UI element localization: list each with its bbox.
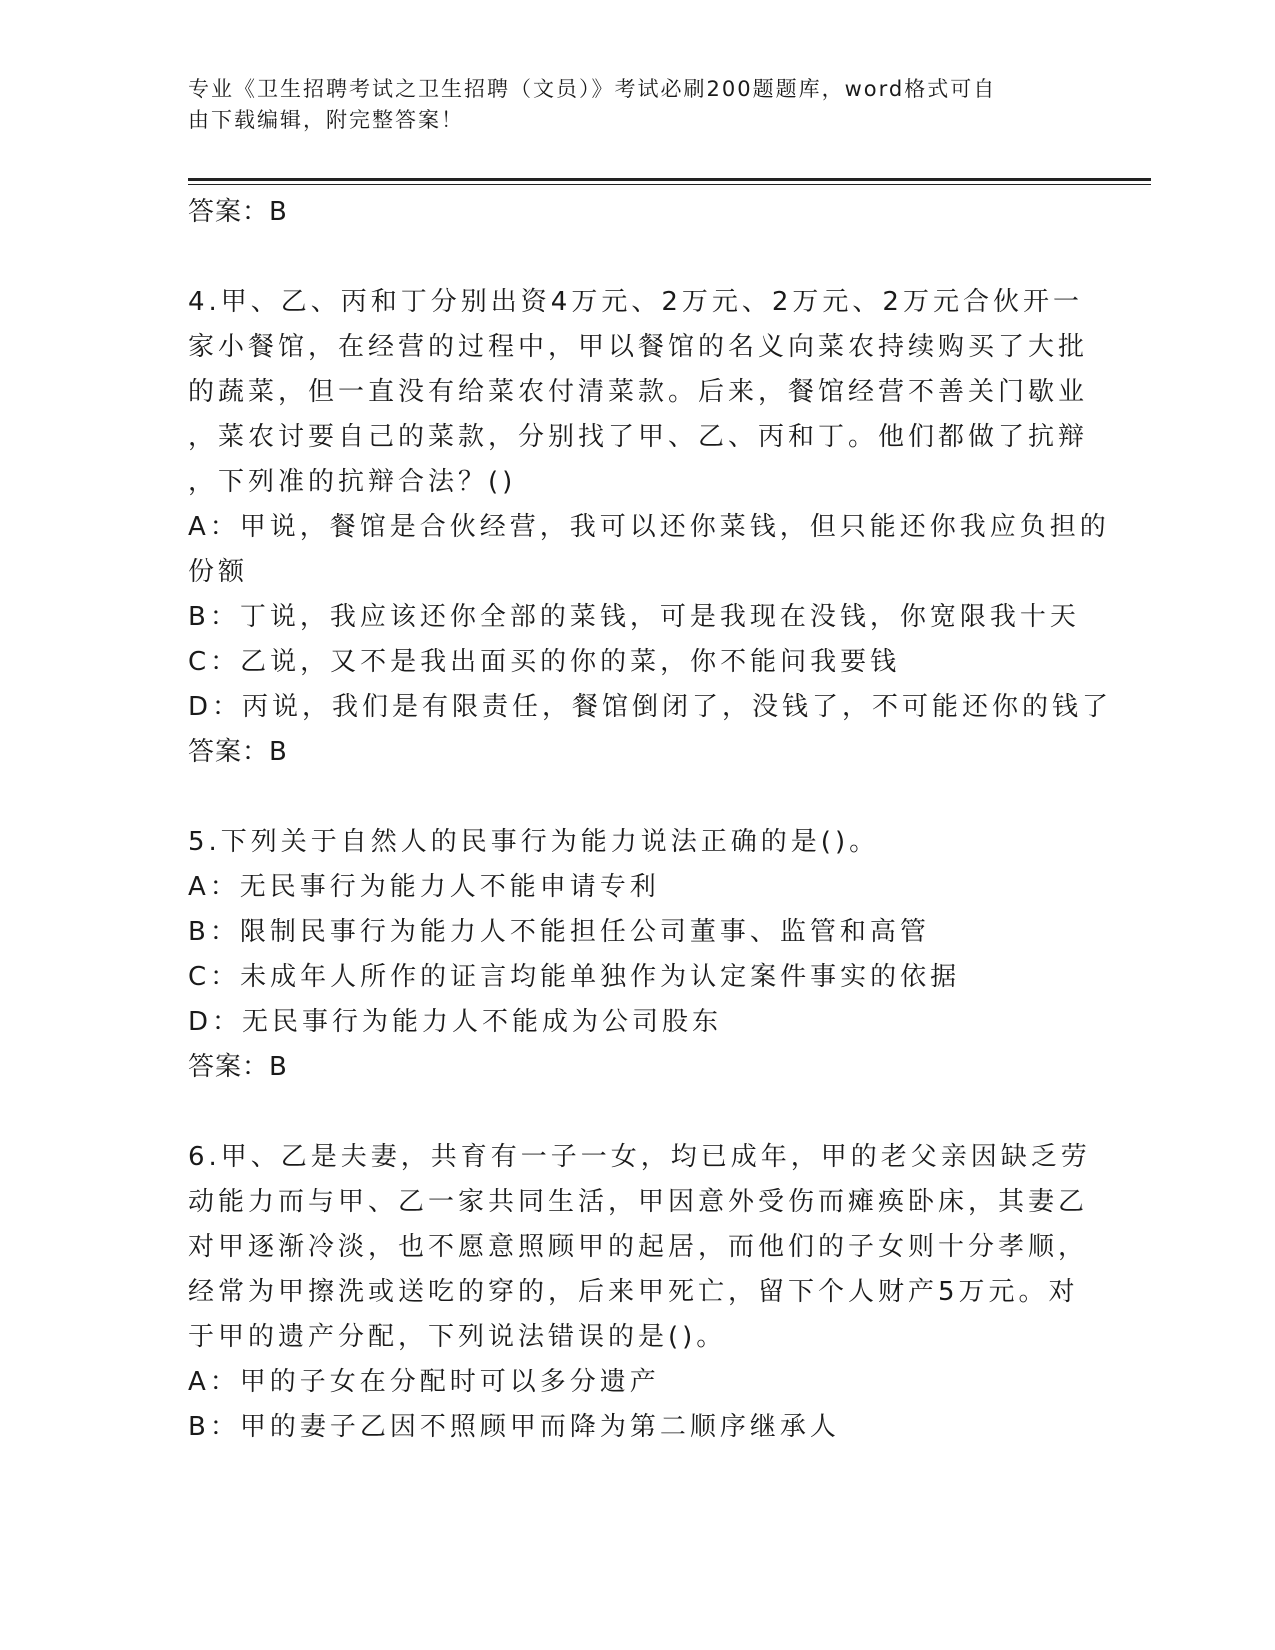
option-a: A：甲的子女在分配时可以多分遗产 [188, 1367, 660, 1397]
question-5 [188, 820, 1088, 1090]
answer-line: 答案：B [188, 1052, 288, 1082]
option-a: A：甲说，餐馆是合伙经营，我可以还你菜钱，但只能还你我应负担的 [188, 512, 1110, 542]
question-stem: 对甲逐渐冷淡，也不愿意照顾甲的起居，而他们的子女则十分孝顺， [188, 1232, 1089, 1262]
question-stem: ，菜农讨要自己的菜款，分别找了甲、乙、丙和丁。他们都做了抗辩 [188, 422, 1089, 452]
option-c: C：乙说，又不是我出面买的你的菜，你不能问我要钱 [188, 647, 901, 677]
option-c: C：未成年人所作的证言均能单独作为认定案件事实的依据 [188, 962, 961, 992]
header-divider-thin [188, 184, 1151, 185]
question-stem: 于甲的遗产分配，下列说法错误的是()。 [188, 1322, 727, 1352]
option-b: B：丁说，我应该还你全部的菜钱，可是我现在没钱，你宽限我十天 [188, 602, 1080, 632]
header-divider [188, 178, 1151, 181]
question-stem: ，下列准的抗辩合法？() [188, 467, 517, 497]
question-stem: 家小餐馆，在经营的过程中，甲以餐馆的名义向菜农持续购买了大批 [188, 332, 1089, 362]
question-stem: 动能力而与甲、乙一家共同生活，甲因意外受伤而瘫痪卧床，其妻乙 [188, 1187, 1089, 1217]
option-b: B：限制民事行为能力人不能担任公司董事、监管和高管 [188, 917, 930, 947]
question-stem: 的蔬菜，但一直没有给菜农付清菜款。后来，餐馆经营不善关门歇业 [188, 377, 1089, 407]
answer-line: 答案：B [188, 737, 288, 767]
option-d: D：无民事行为能力人不能成为公司股东 [188, 1007, 723, 1037]
document-header [188, 74, 1068, 136]
header-line: 专业《卫生招聘考试之卫生招聘（文员）》考试必刷200题题库，word格式可自 [188, 77, 997, 101]
document-body [188, 190, 1113, 1450]
question-4 [188, 280, 1113, 775]
option-d: D：丙说，我们是有限责任，餐馆倒闭了，没钱了，不可能还你的钱了 [188, 692, 1113, 722]
question-stem: 4.甲、乙、丙和丁分别出资4万元、2万元、2万元、2万元合伙开一 [188, 287, 1083, 317]
option-a-cont: 份额 [188, 557, 249, 587]
question-stem: 6.甲、乙是夫妻，共育有一子一女，均已成年，甲的老父亲因缺乏劳 [188, 1142, 1091, 1172]
option-a: A：无民事行为能力人不能申请专利 [188, 872, 660, 902]
question-stem: 5.下列关于自然人的民事行为能力说法正确的是()。 [188, 827, 880, 857]
option-b: B：甲的妻子乙因不照顾甲而降为第二顺序继承人 [188, 1412, 840, 1442]
question-6 [188, 1135, 1091, 1450]
question-stem: 经常为甲擦洗或送吃的穿的，后来甲死亡，留下个人财产5万元。对 [188, 1277, 1079, 1307]
answer-line: 答案：B [188, 197, 288, 227]
header-line: 由下载编辑，附完整答案！ [188, 108, 464, 132]
